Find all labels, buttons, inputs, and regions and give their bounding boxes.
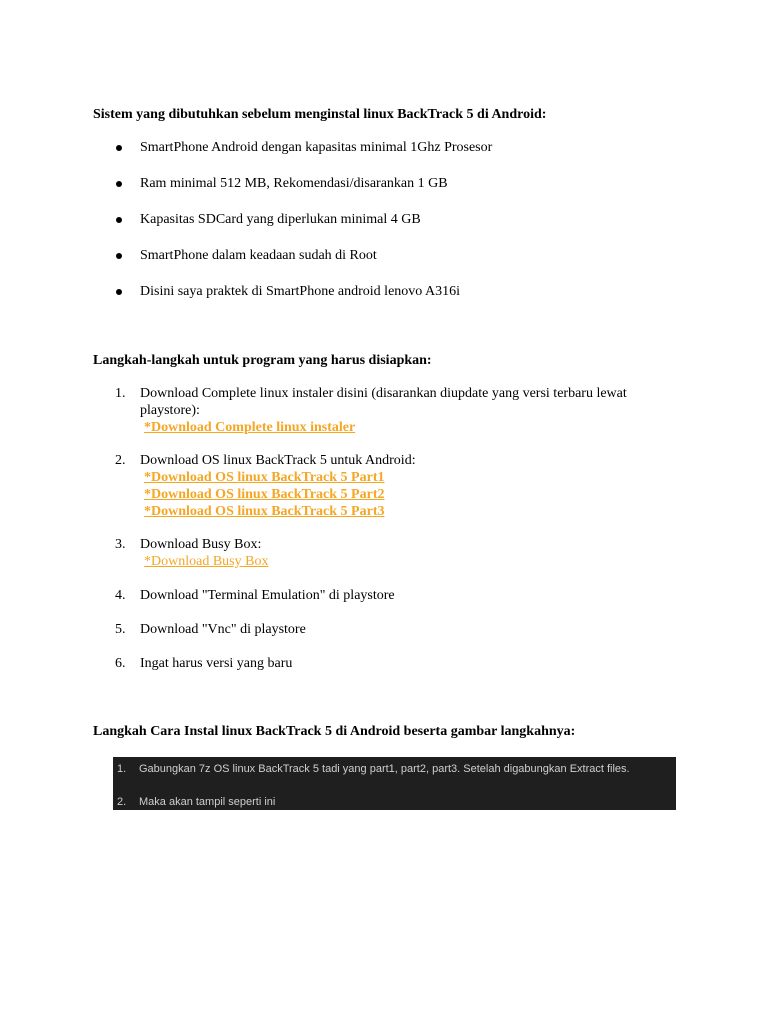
preparation-steps-list	[115, 385, 675, 675]
step-text: Download OS linux BackTrack 5 untuk Android:	[140, 453, 416, 468]
box-step-number: 1.	[117, 763, 127, 775]
box-list-item	[117, 763, 630, 775]
list-item	[115, 210, 492, 246]
step-item	[115, 587, 675, 621]
step-item	[115, 655, 675, 675]
step-number: 4.	[115, 588, 126, 603]
preparation-heading: Langkah-langkah untuk program yang harus disiapkan:	[93, 353, 432, 368]
step-text: Download Complete linux instaler disini (disarankan diupdate yang versi terbaru lewat playstore):	[140, 386, 627, 418]
requirements-heading: Sistem yang dibutuhkan sebelum menginstal linux BackTrack 5 di Android:	[93, 107, 547, 122]
list-item-text: SmartPhone Android dengan kapasitas minimal 1Ghz Prosesor	[140, 140, 493, 155]
step-number: 5.	[115, 622, 126, 637]
step-text: Download "Vnc" di playstore	[140, 622, 306, 637]
bullet-icon	[116, 217, 122, 223]
list-item-text: Ram minimal 512 MB, Rekomendasi/disarankan 1 GB	[140, 176, 448, 191]
bullet-icon	[116, 289, 122, 295]
download-backtrack-part1-link[interactable]: *Download OS linux BackTrack 5 Part1	[144, 470, 385, 485]
step-item	[115, 621, 675, 655]
box-step-number: 2.	[117, 796, 127, 808]
install-steps-box	[113, 757, 676, 810]
download-busy-box-link[interactable]: *Download Busy Box	[144, 554, 269, 569]
step-text: Ingat harus versi yang baru	[140, 656, 293, 671]
bullet-icon	[116, 253, 122, 259]
download-complete-linux-installer-link[interactable]: *Download Complete linux instaler	[144, 420, 356, 435]
box-step-text: Gabungkan 7z OS linux BackTrack 5 tadi yang part1, part2, part3. Setelah digabungkan Extract files.	[139, 763, 630, 775]
download-backtrack-part3-link[interactable]: *Download OS linux BackTrack 5 Part3	[144, 504, 385, 519]
step-item	[115, 385, 675, 452]
bullet-icon	[116, 145, 122, 151]
download-backtrack-part2-link[interactable]: *Download OS linux BackTrack 5 Part2	[144, 487, 385, 502]
list-item	[115, 282, 492, 318]
list-item	[115, 138, 492, 174]
step-number: 3.	[115, 537, 126, 552]
step-number: 6.	[115, 656, 126, 671]
step-text: Download "Terminal Emulation" di playstore	[140, 588, 395, 603]
box-step-text: Maka akan tampil seperti ini	[139, 796, 276, 808]
list-item	[115, 174, 492, 210]
list-item-text: Disini saya praktek di SmartPhone android lenovo A316i	[140, 284, 461, 299]
step-text: Download Busy Box:	[140, 537, 262, 552]
step-item	[115, 536, 675, 587]
list-item	[115, 246, 492, 282]
step-number: 2.	[115, 453, 126, 468]
install-heading: Langkah Cara Instal linux BackTrack 5 di Android beserta gambar langkahnya:	[93, 724, 576, 739]
step-number: 1.	[115, 386, 126, 401]
step-item	[115, 452, 675, 536]
box-list-item	[117, 796, 275, 808]
requirements-list	[115, 138, 492, 318]
list-item-text: SmartPhone dalam keadaan sudah di Root	[140, 248, 377, 263]
bullet-icon	[116, 181, 122, 187]
list-item-text: Kapasitas SDCard yang diperlukan minimal 4 GB	[140, 212, 421, 227]
